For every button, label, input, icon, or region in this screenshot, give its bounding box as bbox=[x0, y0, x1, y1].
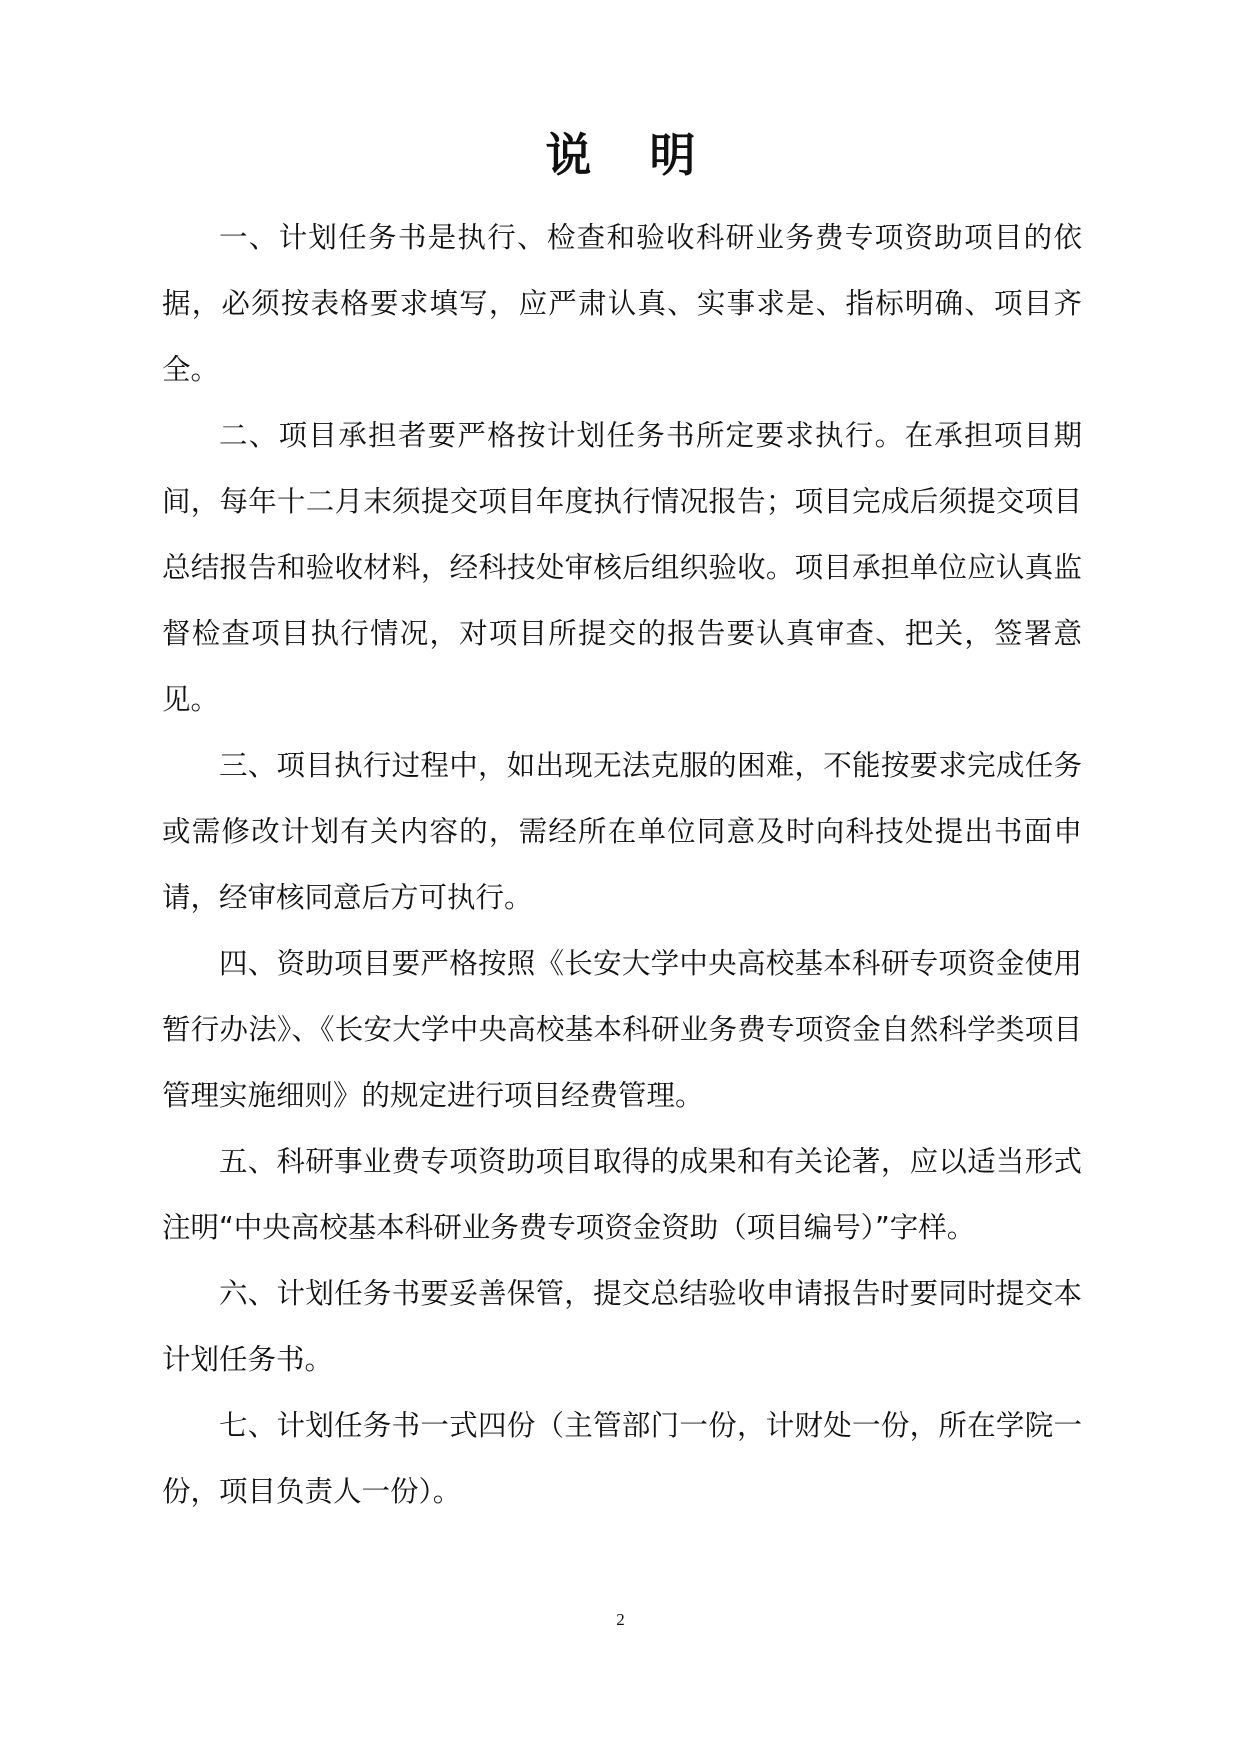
paragraph-2: 二、项目承担者要严格按计划任务书所定要求执行。在承担项目期间，每年十二月末须提交项目年度执行情况报告；项目完成后须提交项目总结报告和验收材料，经科技处审核后组织验收。项目承担单位应认真监督检查项目执行情况，对项目所提交的报告要认真审查、把关，签署意见。 bbox=[162, 419, 1082, 716]
page-number: 2 bbox=[616, 1610, 625, 1629]
body-text bbox=[162, 205, 1082, 1525]
paragraph-7: 七、计划任务书一式四份（主管部门一份，计财处一份，所在学院一份，项目负责人一份）。 bbox=[162, 1409, 1082, 1508]
paragraph-3: 三、项目执行过程中，如出现无法克服的困难，不能按要求完成任务或需修改计划有关内容的，需经所在单位同意及时向科技处提出书面申请，经审核同意后方可执行。 bbox=[162, 749, 1082, 914]
paragraph-1: 一、计划任务书是执行、检查和验收科研业务费专项资助项目的依据，必须按表格要求填写，应严肃认真、实事求是、指标明确、项目齐全。 bbox=[162, 221, 1082, 386]
paragraph-6: 六、计划任务书要妥善保管，提交总结验收申请报告时要同时提交本计划任务书。 bbox=[162, 1277, 1082, 1376]
paragraph-5: 五、科研事业费专项资助项目取得的成果和有关论著，应以适当形式注明“中央高校基本科研业务费专项资金资助（项目编号）”字样。 bbox=[162, 1145, 1082, 1244]
paragraph-4: 四、资助项目要严格按照《长安大学中央高校基本科研专项资金使用暂行办法》、《长安大学中央高校基本科研业务费专项资金自然科学类项目管理实施细则》的规定进行项目经费管理。 bbox=[162, 947, 1082, 1112]
page-title: 说明 bbox=[545, 128, 754, 182]
